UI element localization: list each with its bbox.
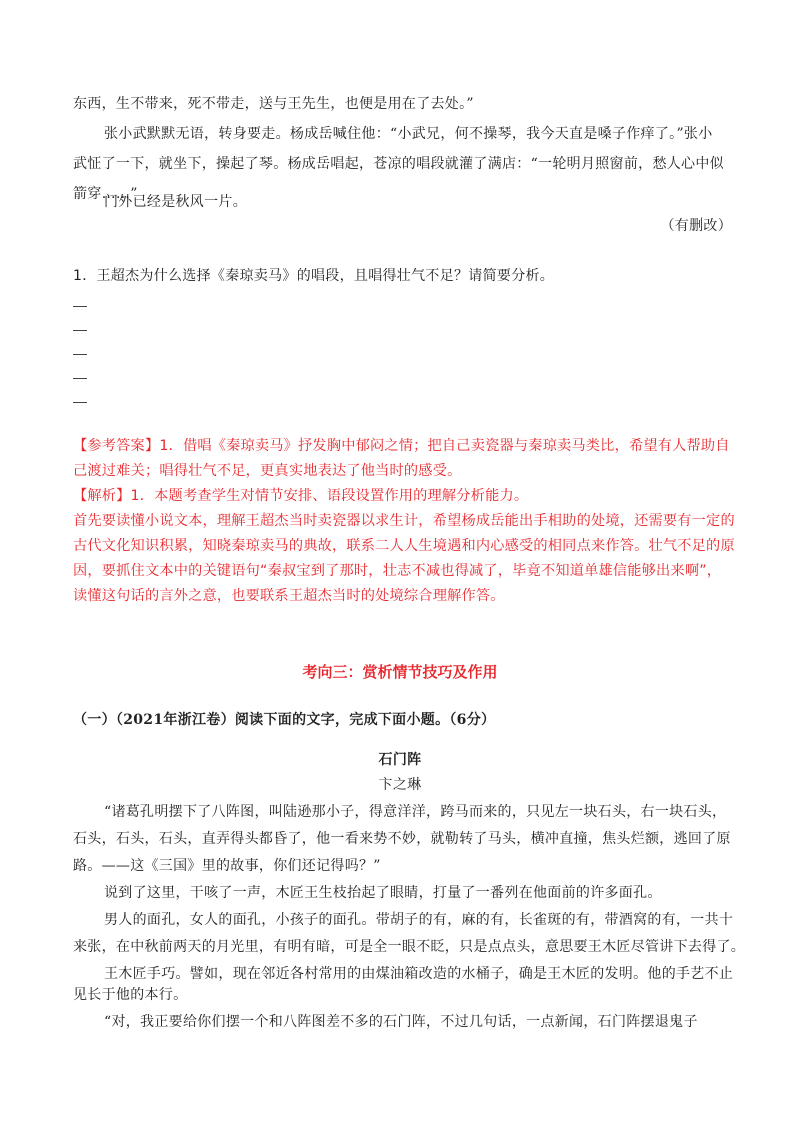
answer-blank-line [73, 354, 87, 355]
passage-line: 箭穿……” [73, 186, 138, 202]
story-line: “对，我正要给你们摆一个和八阵图差不多的石门阵，不过几句话，一点新闻，石门阵摆退鬼子 [104, 1014, 698, 1030]
story-line: “诸葛孔明摆下了八阵图，叫陆逊那小子，得意洋洋，跨马而来的，只见左一块石头，右一块石头， [104, 804, 727, 820]
passage-line: 门外已经是秋风一片。 [104, 194, 247, 210]
story-line: 路。——这《三国》里的故事，你们还记得吗？” [73, 858, 381, 874]
passage-line: 武怔了一下，就坐下，操起了琴。杨成岳唱起，苍凉的唱段就灌了满店：“一轮明月照窗前，愁人心中似 [73, 156, 724, 172]
passage-line: 张小武默默无语，转身要走。杨成岳喊住他：“小武兄，何不操琴，我今天直是嗓子作痒了。”张小 [104, 126, 713, 142]
story-author: 卞之琳 [378, 777, 422, 793]
story-line: 王木匠手巧。譬如，现在邻近各村常用的由煤油箱改造的水桶子，确是王木匠的发明。他的手艺不止 [104, 966, 734, 982]
answer-blank-line [73, 402, 87, 403]
analysis-line: 【解析】1．本题考查学生对情节安排、语段设置作用的理解分析能力。 [73, 488, 529, 504]
section-instruction: （一）（2021年浙江卷）阅读下面的文字，完成下面小题。（6分） [73, 712, 496, 728]
story-title: 石门阵 [378, 752, 422, 768]
answer-blank-line [73, 378, 87, 379]
story-line: 男人的面孔，女人的面孔，小孩子的面孔。带胡子的有，麻的有，长雀斑的有，带酒窝的有，一共十 [104, 912, 734, 928]
question-text: 1．王超杰为什么选择《秦琼卖马》的唱段，且唱得壮气不足？请简要分析。 [73, 268, 555, 284]
analysis-line: 古代文化知识积累，知晓秦琼卖马的典故，联系二人人生境遇和内心感受的相同点来作答。壮气不足的原 [73, 538, 735, 554]
reference-answer-line: 己渡过难关；唱得壮气不足，更真实地表达了他当时的感受。 [73, 463, 462, 479]
analysis-line: 因，要抓住文本中的关键语句“秦叔宝到了那时，壮志不减也得减了，毕竟不知道单雄信能够出来啊”， [73, 563, 722, 579]
answer-blank-line [73, 306, 87, 307]
analysis-line: 读懂这句话的言外之意，也要联系王超杰当时的处境综合理解作答。 [73, 588, 505, 604]
analysis-line: 首先要读懂小说文本，理解王超杰当时卖瓷器以求生计，希望杨成岳能出手相助的处境，还需要有一定的 [73, 513, 735, 529]
source-note: （有删改） [660, 218, 732, 234]
story-line: 来张，在中秋前两天的月光里，有明有暗，可是全一眼不眨，只是点点头，意思要王木匠尽管讲下去得了。 [73, 939, 746, 955]
answer-blank-line [73, 330, 87, 331]
story-line: 说到了这里，干咳了一声，木匠王生枝抬起了眼睛，打量了一番列在他面前的许多面孔。 [104, 885, 662, 901]
reference-answer-line: 【参考答案】1．借唱《秦琼卖马》抒发胸中郁闷之情；把自己卖瓷器与秦琼卖马类比，希望有人帮助自 [73, 438, 730, 454]
story-line: 石头，石头，石头，直弄得头都昏了，他一看来势不妙，就勒转了马头，横冲直撞，焦头烂额，逃回了原 [73, 831, 731, 847]
story-line: 见长于他的本行。 [73, 987, 188, 1003]
section-heading: 考向三：赏析情节技巧及作用 [302, 663, 498, 681]
passage-line: 东西，生不带来，死不带走，送与王先生，也便是用在了去处。” [73, 96, 474, 112]
